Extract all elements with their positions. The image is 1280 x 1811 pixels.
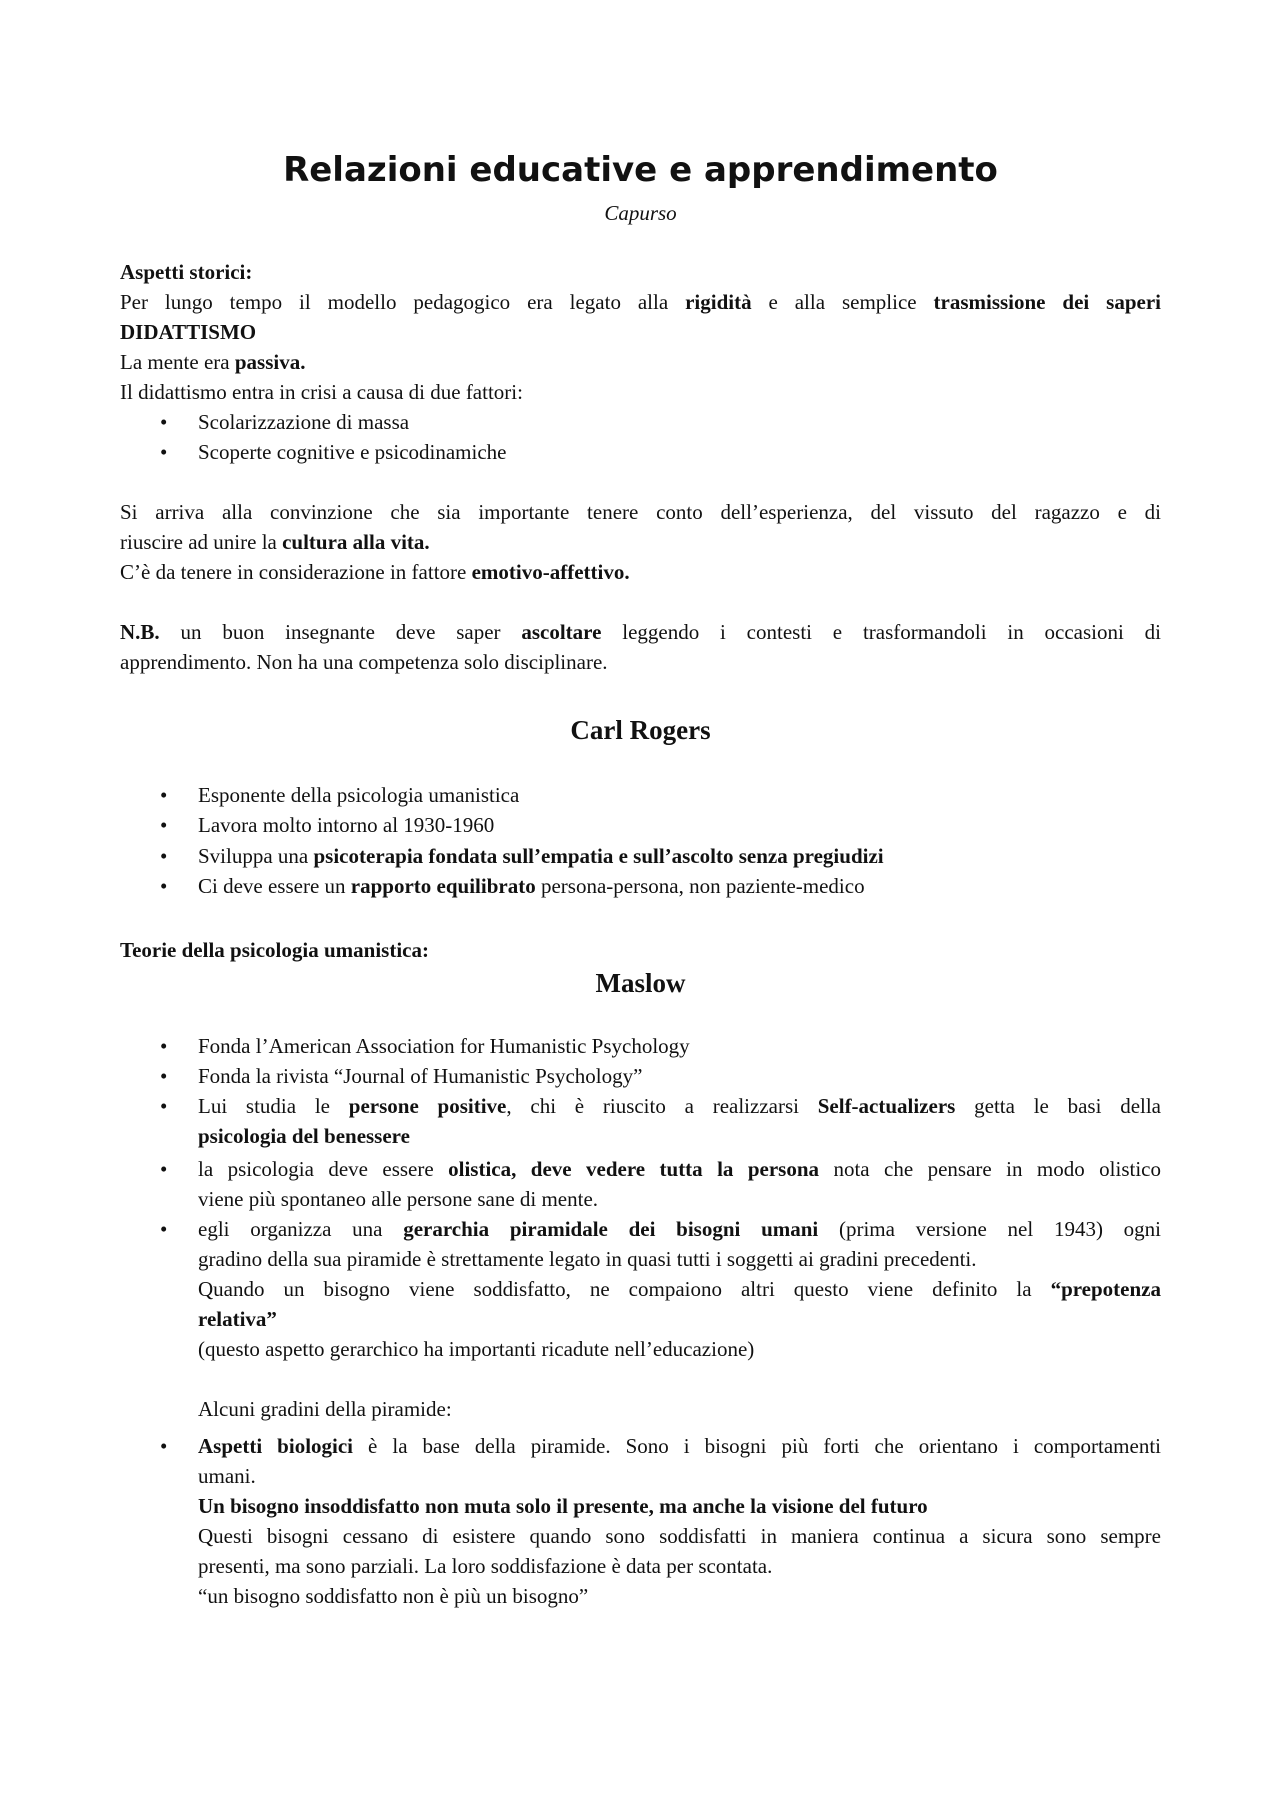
paragraph-line: La mente era passiva. [120,350,306,374]
bullet-icon: • [160,1064,168,1088]
paragraph-line: Per lungo tempo il modello pedagogico era legato alla rigidità e alla semplice trasmissione dei saperi [120,290,1161,314]
paragraph-nb: N.B. un buon insegnante deve saper ascoltare leggendo i contesti e trasformandoli in occasioni di apprendimento. Non ha una competenza solo disciplinare. [120,620,1161,674]
bullet-icon: • [160,813,168,837]
bullet-icon: • [160,1434,168,1458]
bullet-icon: • [160,874,168,898]
section-heading: Aspetti storici: [120,260,253,284]
heading-carl-rogers: Carl Rogers [570,715,711,745]
author-name: Capurso [604,201,677,225]
bullet-icon: • [160,1217,168,1241]
paragraph-esperienza: Si arriva alla convinzione che sia importante tenere conto dell’esperienza, del vissuto del ragazzo e di riuscire ad unire la cultura alla vita. C’è da tenere in considerazione in fattore emotivo-affettivo. [120,500,1161,584]
heading-maslow: Maslow [595,968,686,998]
bullet-icon: • [160,844,168,868]
bullet-icon: • [160,1034,168,1058]
paragraph-line: Il didattismo entra in crisi a causa di due fattori: [120,380,523,404]
heading-teorie: Teorie della psicologia umanistica: [120,938,429,962]
bullet-icon: • [160,440,168,464]
bullet-icon: • [160,1094,168,1118]
section-aspetti-storici [120,257,1161,407]
bullet-icon: • [160,783,168,807]
bullet-icon: • [160,410,168,434]
document-title: Relazioni educative e apprendimento [283,150,998,190]
paragraph-line: DIDATTISMO [120,320,257,344]
bullet-icon: • [160,1157,168,1181]
